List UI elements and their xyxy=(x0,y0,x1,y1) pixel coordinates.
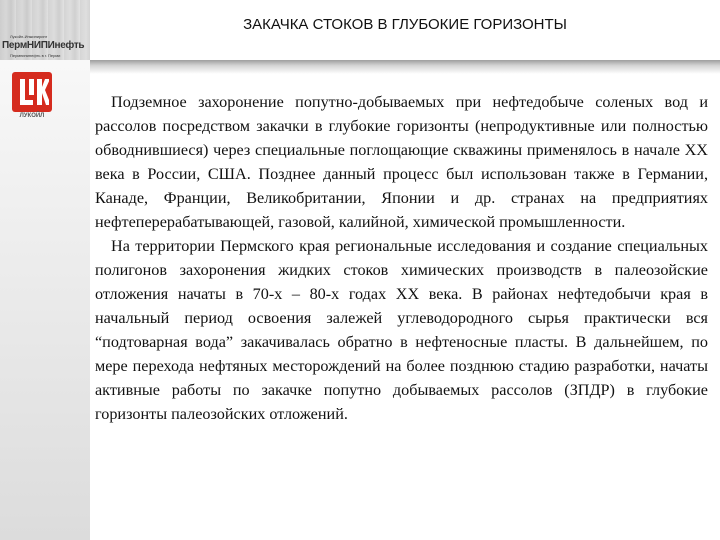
lukoil-mark-icon xyxy=(15,75,49,109)
header-divider xyxy=(90,60,720,74)
lukoil-logo-name: ЛУКОЙЛ xyxy=(19,113,45,119)
permniineft-logo xyxy=(2,34,86,58)
body-text xyxy=(95,90,708,426)
paragraph: На территории Пермского края региональные исследования и создание специальных полигонов захоронения жидких стоков химических производств в палеозойские отложения начаты в 70-х – 80-х годах ХХ века. В районах нефтедобычи края в начальный период освоения залежей углеводородного сырья практически вся “подтоварная вода” закачивалась обратно в нефтеносные пласты. В дальнейшем, по мере перехода нефтяных месторождений на более позднюю стадию разработки, начаты активные работы по закачке попутно добываемых рассолов (ЗПДР) в глубокие горизонты палеозойских отложений. xyxy=(95,237,708,423)
sidebar xyxy=(0,0,90,540)
permniineft-logo-name: ПермНИПИнефть xyxy=(2,40,85,51)
lukoil-logo-icon xyxy=(12,72,52,112)
permniineft-logo-sub-line: Пермнипинефть в г. Перми xyxy=(10,53,61,58)
sidebar-gradient-panel xyxy=(0,60,90,540)
header xyxy=(90,0,720,60)
page-title: ЗАКАЧКА СТОКОВ В ГЛУБОКИЕ ГОРИЗОНТЫ xyxy=(243,16,567,33)
paragraph: Подземное захоронение попутно-добываемых при нефтедобыче соленых вод и рассолов посредством закачки в глубокие горизонты (непродуктивные или полностью обводнившиеся) через специальные поглощающие скважины применялось в начале ХХ века в России, США. Позднее данный процесс был использован также в Германии, Канаде, Франции, Великобритании, Японии и др. странах на предприятиях нефтеперерабатывающей, газовой, калийной, химической промышленности. xyxy=(95,93,708,231)
permniineft-logo-top-line: Лукойл-Инжиниринг xyxy=(10,34,48,39)
